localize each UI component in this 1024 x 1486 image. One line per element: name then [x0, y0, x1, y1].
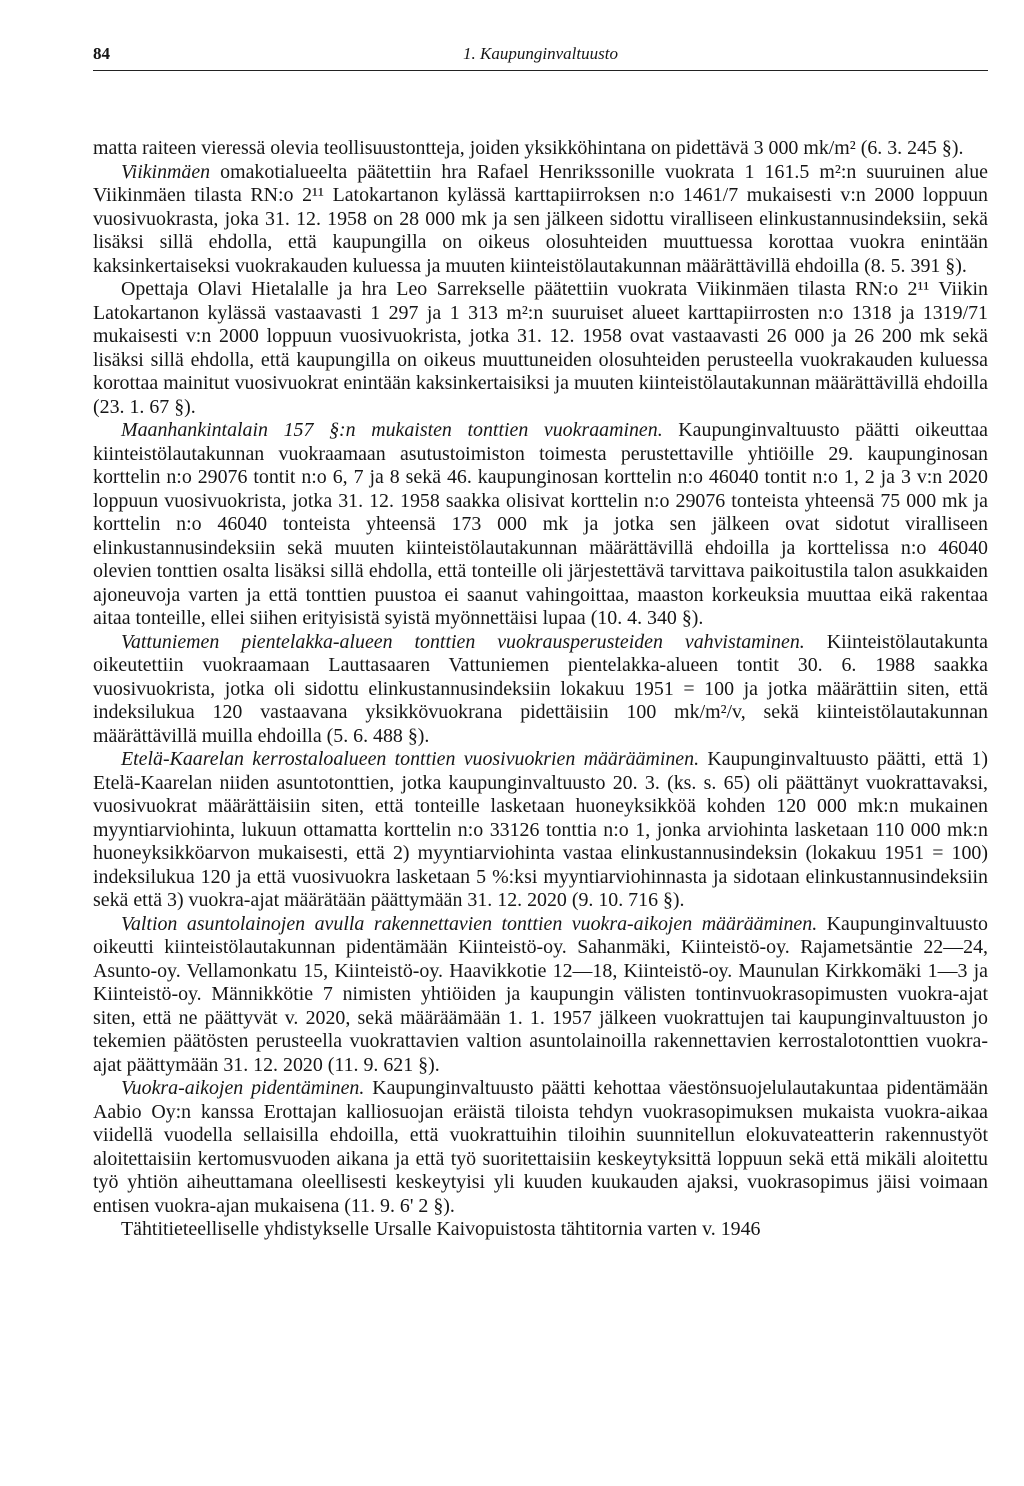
paragraph: [93, 913, 988, 1078]
paragraph: [93, 748, 988, 913]
paragraph-text: Kaupunginvaltuusto päätti kehottaa väestönsuojelulautakuntaa pidentämään Aabio Oy:n kanssa Erottajan kalliosuojan eräistä tiloista tehdyn vuokrasopimuksen mukaista vuokra-aikaa viidellä vuodella sellaisilla ehdoilla, että vuokrattuihin tiloihin suunnitellun elokuvateatterin rakennustyöt aloitettaisiin kertomusvuoden aikana ja että työ suoritettaisiin keskeytyksittä loppuun sekä että mikäli aloitettu työ yhtiön aiheuttamana oleellisesti keskeytyisi yli kuuden kuukauden ajaksi, vuokrasopimus jäisi voimaan entisen vuokra-ajan mukaisena (11. 9. 6' 2 §).: [93, 1077, 989, 1217]
paragraph-text: omakotialueelta päätettiin hra Rafael Henrikssonille vuokrata 1 161.5 m²:n suuruinen alue Viikinmäen tilasta RN:o 2¹¹ Latokartanon kylässä karttapiirroksen n:o 1461/7 mukaisesti v:n 2000 loppuun vuosivuokrasta, joka 31. 12. 1958 on 28 000 mk ja sen jälkeen sidottu viralliseen elinkustannusindeksiin, sekä lisäksi sillä ehdolla, että kaupungilla on oikeus olosuhteiden muuttuessa korottaa vuokra enintään kaksinkertaiseksi vuokrakauden kuluessa ja muuten kiinteistölautakunnan määrättävillä ehdoilla (8. 5. 391 §).: [93, 160, 988, 277]
paragraph-text: Tähtitieteelliselle yhdistykselle Ursalle Kaivopuistosta tähtitornia varten v. 1946: [121, 1218, 761, 1240]
paragraph-text: Kaupunginvaltuusto päätti oikeuttaa kiinteistölautakunnan vuokraamaan asutustoimiston toimesta perustettaville yhtiöille 29. kaupunginosan korttelin n:o 29076 tontit n:o 6, 7 ja 8 sekä 46. kaupunginosan korttelin n:o 46040 tontit n:o 1, 2 ja 3 v:n 2020 loppuun vuosivuokrista, jotka 31. 12. 1958 saakka olisivat korttelin n:o 29076 tonteista yhteensä 75 000 mk ja korttelin n:o 46040 tonteista yhteensä 173 000 mk ja jotka sen jälkeen ovat sidotut viralliseen elinkustannusindeksiin sekä muuten kiinteistölautakunnan määrättävillä ehdoilla ja korttelissa n:o 46040 olevien tonttien osalta lisäksi sillä ehdolla, että tonteille oli järjestettävä tarvittava paikoitustila talon asukkaiden ajoneuvoja varten ja että tonttien puustoa ei saanut vahingoittaa, maaston korkeuksia muuttaa eikä rakentaa aitaa tonteille, ellei siihen erityisistä syistä myönnettäisi lupaa (10. 4. 340 §).: [93, 419, 988, 629]
paragraph: [93, 161, 988, 279]
paragraph-lead: Vattuniemen pientelakka-alueen tonttien vuokrausperusteiden vahvistaminen.: [121, 630, 805, 653]
paragraph: [93, 137, 988, 161]
running-title: 1. Kaupunginvaltuusto: [463, 44, 618, 63]
page-number: 84: [93, 44, 110, 63]
paragraph-text: Opettaja Olavi Hietalalle ja hra Leo Sarrekselle päätettiin vuokrata Viikinmäen tilasta RN:o 2¹¹ Viikin Latokartanon kylässä vastaavasti 1 297 ja 1 313 m²:n suuruiset alueet karttapiirrosten n:o 1318 ja 1319/71 mukaisesti v:n 2000 loppuun vuosivuokrista, jotka 31. 12. 1958 ovat vastaavasti 26 000 ja 26 200 mk sekä lisäksi sillä ehdolla, että kaupungilla on oikeus muuttuneiden olosuhteiden perusteella vuokrakauden kuluessa korottaa mainitut vuosivuokrat enintään kaksinkertaisiksi ja muuten kiinteistölautakunnan määrättävillä ehdoilla (23. 1. 67 §).: [93, 278, 988, 418]
running-head: [93, 40, 988, 70]
body-text: [93, 137, 988, 1242]
document-page: [93, 40, 988, 1242]
paragraph: [93, 1218, 988, 1242]
paragraph: [93, 1077, 988, 1218]
paragraph-lead: Maanhankintalain 157 §:n mukaisten tonttien vuokraaminen.: [121, 419, 663, 441]
paragraph-text: Kaupunginvaltuusto oikeutti kiinteistölautakunnan pidentämään Kiinteistö-oy. Sahanmäki, Kiinteistö-oy. Rajametsäntie 22—24, Asunto-oy. Vellamonkatu 15, Kiinteistö-oy. Haavikkotie 12—18, Kiinteistö-oy. Maunulan Kirkkomäki 1—3 ja Kiinteistö-oy. Männikkötie 7 nimisten yhtiöiden ja kaupungin välisten tontinvuokrasopimusten vuokra-ajat siten, että ne päättyvät v. 2020, sekä määräämään 1. 1. 1957 jälkeen vuokrattujen tai kaupunginvaltuuston jo tekemien päätösten perusteella vuokrattavien valtion asuntolainoilla rakennettavien kerrostalotonttien vuokra-ajat päättymään 31. 12. 2020 (11. 9. 621 §).: [93, 912, 988, 1076]
paragraph-lead: Valtion asuntolainojen avulla rakennettavien tonttien vuokra-aikojen määrääminen.: [121, 912, 818, 935]
paragraph-text: matta raiteen vieressä olevia teollisuustontteja, joiden yksikköhintana on pidettävä 3 000 mk/m² (6. 3. 245 §).: [93, 137, 964, 159]
paragraph: [93, 278, 988, 419]
paragraph-lead: Etelä-Kaarelan kerrostaloalueen tonttien vuosivuokrien määrääminen.: [121, 748, 700, 770]
paragraph-text: Kiinteistölautakunta oikeutettiin vuokraamaan Lauttasaaren Vattuniemen pientelakka-alueen tontit 30. 6. 1988 saakka vuosivuokrista, jotka oli sidottu elinkustannusindeksiin lokakuu 1951 = 100 ja jotka määrättiin siten, että indeksilukua 120 vastaavana yksikkövuokrana pidettäisiin 100 mk/m²/v, sekä kiinteistölautakunnan määrättävillä muilla ehdoilla (5. 6. 488 §).: [93, 630, 989, 747]
header-rule: [93, 70, 988, 71]
paragraph: [93, 631, 988, 749]
paragraph-text: Kaupunginvaltuusto päätti, että 1) Etelä-Kaarelan niiden asuntotonttien, jotka kaupunginvaltuusto 20. 3. (ks. s. 65) oli päättänyt vuokrattavaksi, vuosivuokrat määrättäisiin siten, että tonteille lasketaan huoneyksikköä kohden 120 000 mk:n mukainen myyntiarviohinta, lukuun ottamatta korttelin n:o 33126 tonttia n:o 1, jonka arviohinta lasketaan 110 000 mk:n huoneyksikköarvon mukaisesti, että 2) myyntiarviohinta vastaa elinkustannusindeksin (lokakuu 1951 = 100) indeksilukua 120 ja että vuosivuokra lasketaan 5 %:ksi myyntiarviohinnasta ja sidotaan elinkustannusindeksiin sekä että 3) vuokra-ajat määrätään päättymään 31. 12. 2020 (9. 10. 716 §).: [93, 748, 988, 911]
paragraph: [93, 419, 988, 631]
paragraph-lead: Vuokra-aikojen pidentäminen.: [121, 1077, 365, 1099]
paragraph-lead: Viikinmäen: [121, 160, 211, 183]
